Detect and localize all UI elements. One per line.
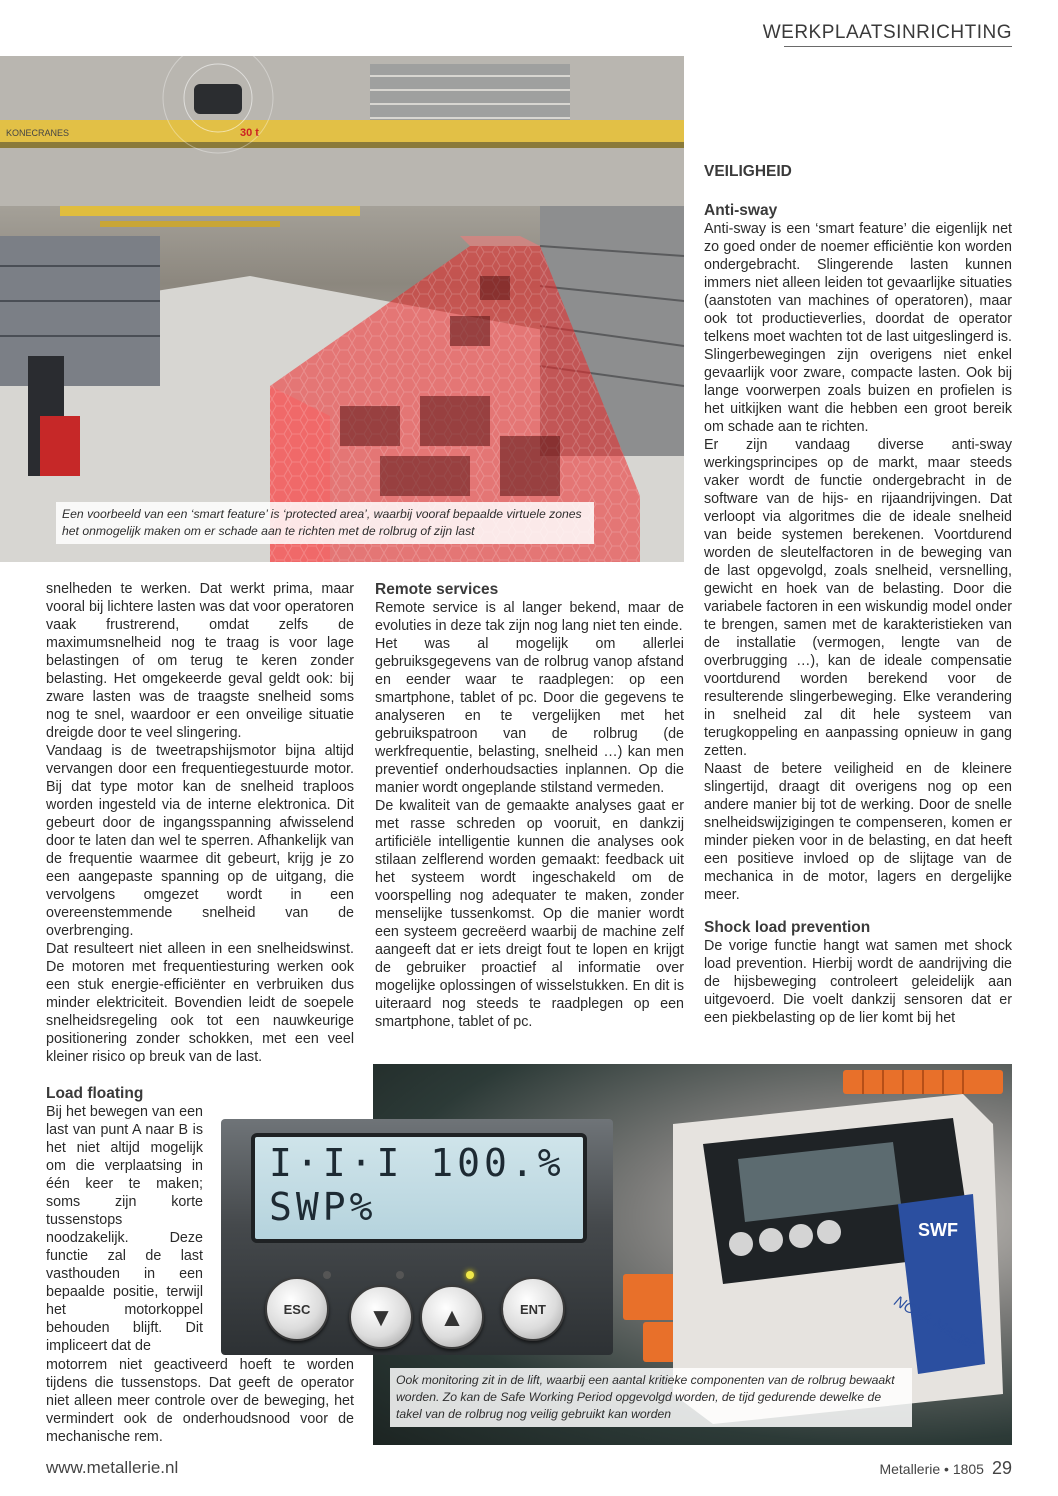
down-key: ▼ xyxy=(349,1285,413,1349)
lcd-screen xyxy=(251,1133,587,1243)
load-floating-paragraph-part-1: Bij het bewegen van een last van punt A naar B is het niet altijd mogelijk om die verplaatsing in één keer te maken; soms zijn korte tussenstops noodzakelijk. Deze functie zal de last vasthouden in een bepaalde positie, terwijl het motorkoppel behouden blijft. Dit impliceert dat de xyxy=(46,1104,203,1354)
bottom-photo-caption: Ook monitoring zit in de lift, waarbij een aantal kritieke componenten van de rolbrug bewaakt worden. Zo kan de Safe Working Period opgevolgd worden, de tijd gedurende dewelke de takel van de rolbrug nog veilig gebruikt kan worden xyxy=(390,1368,912,1427)
load-floating-paragraph-part-2: motorrem niet geactiveerd hoeft te worden tijdens die tussenstops. Dat geeft de operator niet alleen meer controle over de beweging, het vermindert ook de onderhoudsnood voor de mechanische rem. xyxy=(46,1357,354,1445)
esc-key: ESC xyxy=(265,1277,329,1341)
factory-hall-illustration xyxy=(0,56,684,562)
issue-label: Metallerie • 1805 xyxy=(879,1461,984,1477)
lcd-line-2: SWP% xyxy=(269,1185,377,1229)
status-led-3 xyxy=(466,1271,474,1279)
top-photo-caption: Een voorbeeld van een ‘smart feature’ is ‘protected area’, waarbij vooraf bepaalde virtuele zones het onmogelijk maken om er schade aan te richten met de rolbrug of zijn last xyxy=(56,502,594,544)
lcd-display-photo xyxy=(221,1119,613,1355)
crane-brand-label: KONECRANES xyxy=(6,128,70,138)
footer-issue xyxy=(879,1458,1012,1479)
footer-website-link[interactable]: www.metallerie.nl xyxy=(46,1458,179,1477)
shock-load-paragraph: De vorige functie hangt wat samen met shock load prevention. Hierbij wordt de aandrijving die de hijsbeweging controleert geleidelijk aan uitgevoerd. Die voelt dankzij sensoren dat er een piekbelasting op de lier komt bij het xyxy=(704,938,1012,1026)
left-column xyxy=(46,580,354,1066)
factory-hall-photo xyxy=(0,56,684,562)
remote-paragraph-3: De kwaliteit van de gemaakte analyses gaat er met rasse schreden op vooruit, en dankzij artificiële intelligentie kunnen die analyses ook stilaan zelflerend worden gemaakt: feedback uit het systeem wordt ingeschakeld om de voorspelling nog adequater te maken, zonder menselijke tussenkomst. Op die manier wordt een systeem gecreëerd waarbij de machine zelf aangeeft dat er iets dreigt fout te lopen en krijgt de gebruiker proactief al informatie over mogelijke oplossingen of wisselstukken. En dit is uiteraard nog steeds te raadplegen op een smartphone, tablet of pc. xyxy=(375,798,684,1030)
left-paragraph-1: snelheden te werken. Dat werkt prima, maar vooral bij lichtere lasten was dat voor operatoren vaak frustrerend, omdat zelfs de maximumsnelheid nog te traag is voor lage belastingen of om terug te keren zonder belasting. Het omgekeerde geval geldt ook: bij zware lasten was de traagste snelheid soms nog te snel, waardoor er een onveilige situatie dreigde door te veel slingering. xyxy=(46,581,354,741)
page-number: 29 xyxy=(991,1458,1012,1478)
crane-capacity-label: 30 t xyxy=(240,127,259,139)
right-column-top xyxy=(704,162,1012,1027)
remote-services-heading: Remote services xyxy=(375,581,499,598)
load-floating-wide xyxy=(46,1356,354,1446)
shock-load-heading: Shock load prevention xyxy=(704,919,871,936)
anti-sway-paragraph-3: Naast de betere veiligheid en de kleinere slingertijd, draagt dit overigens nog op een andere manier bij tot de werking. Door de snelle snelheidswijzigingen te compenseren, komen er minder pieken voor in de belasting, en dat heeft een positieve invloed op de slijtage van de mechanica in de motor, lagers en dergelijke meer. xyxy=(704,761,1012,903)
section-title: WERKPLAATSINRICHTING xyxy=(762,22,1012,43)
middle-column xyxy=(375,580,684,1031)
section-title-underline xyxy=(784,46,1012,47)
veiligheid-heading: VEILIGHEID xyxy=(704,163,792,180)
up-key: ▲ xyxy=(420,1285,484,1349)
device-model-label: NOVA Master xyxy=(891,1292,979,1354)
load-floating-narrow xyxy=(46,1084,203,1355)
status-led-1 xyxy=(323,1271,331,1279)
status-led-2 xyxy=(396,1271,404,1279)
ent-key: ENT xyxy=(501,1277,565,1341)
left-paragraph-3: Dat resulteert niet alleen in een snelheidswinst. De motoren met frequentiesturing werken ook een stuk energie-efficiënter en verbruiken dus minder elektriciteit. Bovendien leidt de soepele snelheidsregeling ook tot een nauwkeurige positionering zonder schokken, met een veel kleiner risico op breuk van de last. xyxy=(46,941,354,1065)
anti-sway-paragraph-1: Anti-sway is een ‘smart feature’ die eigenlijk net zo goed onder de noemer efficiëntie kon worden ondergebracht. Slingerende lasten kunnen immers niet alleen leiden tot gevaarlijke situaties (aanstoten van machines of operatoren), maar ook tot productieverlies, doordat de operator telkens moet wachten tot de last uitgeslingerd is. Slingerbewegingen zijn overigens niet enkel gevaarlijk voor zware, compacte lasten. Ook bij lange voorwerpen zoals buizen en profielen is het uitkijken want die hebben een groot bereik om schade aan te richten. xyxy=(704,221,1012,435)
load-floating-heading: Load floating xyxy=(46,1085,144,1102)
device-brand-label: SWF xyxy=(918,1220,958,1240)
anti-sway-heading: Anti-sway xyxy=(704,202,778,219)
remote-paragraph-2: Het was al mogelijk om allerlei gebruiksgegevens van de rolbrug vanop afstand en eender waar te raadplegen: op een smartphone, tablet of pc. Door die gegevens te analyseren en te vergelijken met het gebruikspatroon van de rolbrug (de werkfrequentie, belasting, snelheid …) kan men preventief onderhoudsacties inplannen. Op die manier wordt ongeplande stilstand vermeden. xyxy=(375,636,684,796)
anti-sway-paragraph-2: Er zijn vandaag diverse anti-sway werkingsprincipes op de markt, maar steeds vaker wordt de functie ondergebracht in de software van de hijs- en rijaandrijvingen. Dat verloopt via algoritmes die de ideale snelheid van beide systemen berekenen. Voortdurend worden de sleutelfactoren in de beweging van de last opgevolgd, zoals snelheid, versnelling, gewicht en hoek van de belasting. Door die variabele factoren in een wiskundig model onder te brengen, samen met de karakteristieken van de installatie (vermogen, lengte van de overbrugging …), kan de ideale compensatie voortdurend worden berekend voor de resulterende slingerbeweging. Elke verandering in snelheid zal dit hele systeem van terugkoppeling en aanpassing opnieuw in gang zetten. xyxy=(704,437,1012,759)
left-paragraph-2: Vandaag is de tweetrapshijsmotor bijna altijd vervangen door een frequentiegestuurde motor. Bij dat type motor kan de snelheid traploos worden ingesteld via de interne elektronica. Dit gebeurt door de ingangsspanning afwisselend door te laten dan wel te sperren. Afhankelijk van de frequentie waarmee dit gebeurt, krijg je zo een aangepaste spanning op de uitgang, die vervolgens omgezet wordt in een overeenstemmende snelheid van de overbrenging. xyxy=(46,743,354,939)
lcd-line-1: I·I·I 100.% xyxy=(269,1141,565,1185)
remote-paragraph-1: Remote service is al langer bekend, maar de evoluties in deze tak zijn nog lang niet ten einde. xyxy=(375,600,684,634)
